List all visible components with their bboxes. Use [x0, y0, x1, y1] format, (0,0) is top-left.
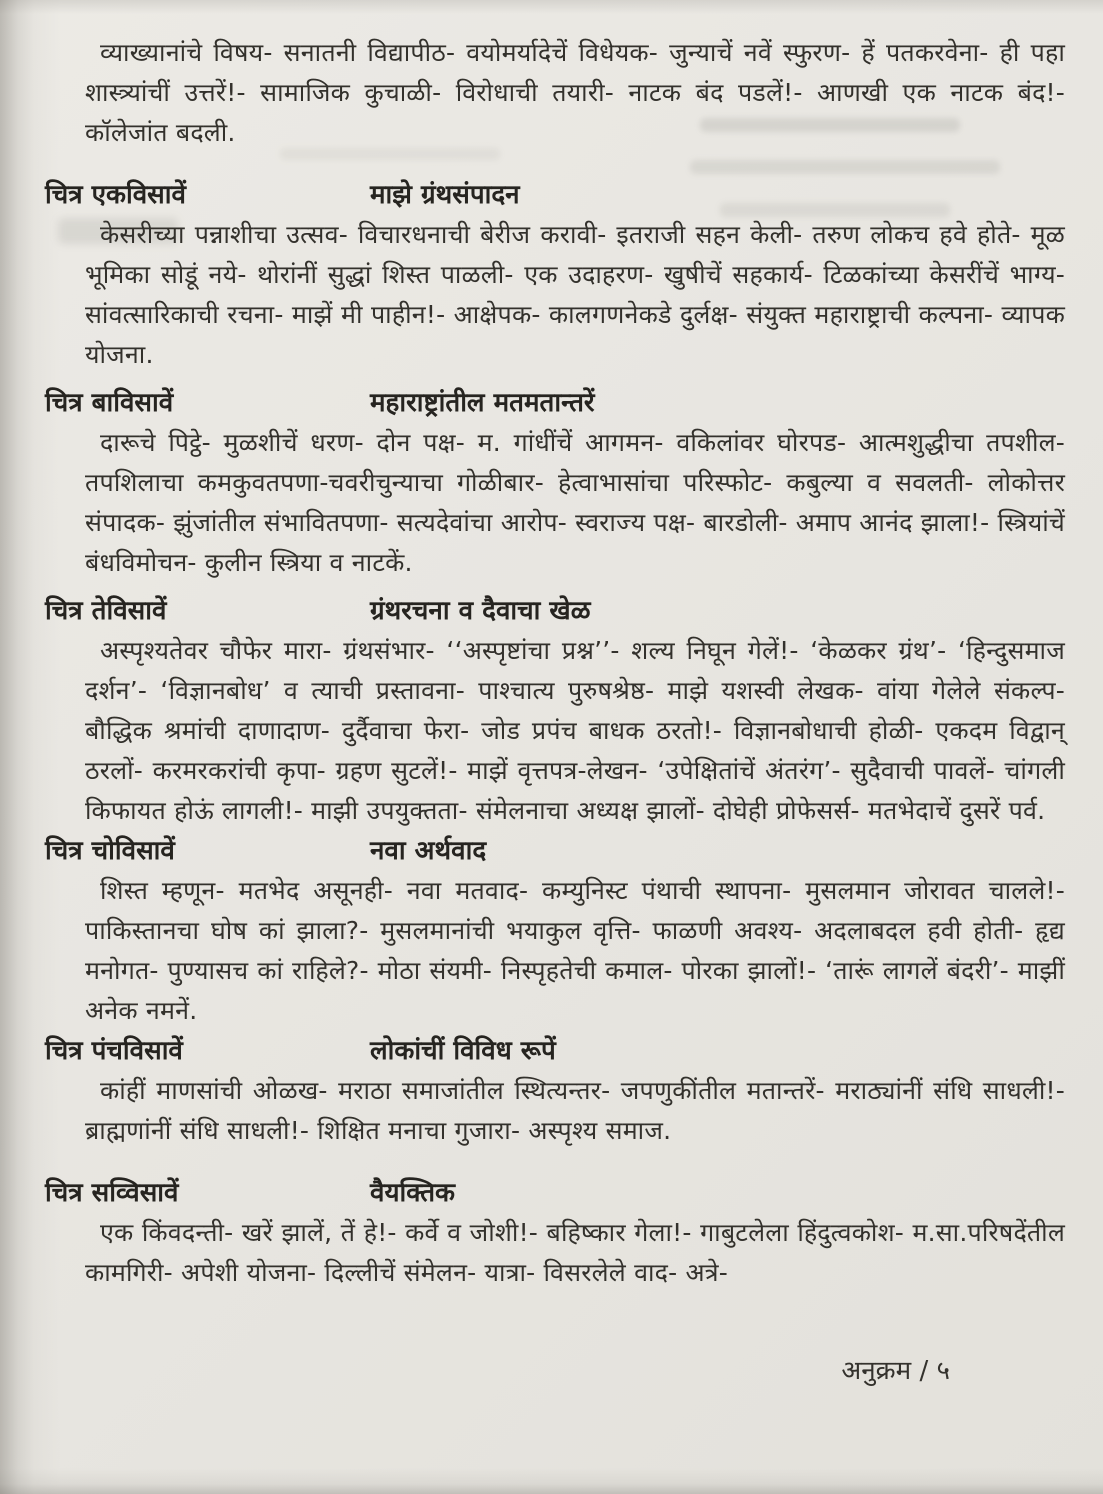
chapter-summary: अस्पृश्यतेवर चौफेर मारा- ग्रंथसंभार- ‘‘अस्पृष्टांचा प्रश्न’’- शल्य निघून गेलें!- ‘केळकर ग्रंथ’- ‘हिन्दुसमाज दर्शन’- ‘विज्ञानबोध’ व त्याची प्रस्तावना- पाश्चात्य पुरुषश्रेष्ठ- माझे यशस्वी लेखक- वांया गेलेले संकल्प- बौद्धिक श्रमांची दाणादाण- दुर्दैवाचा फेरा- जोड प्रपंच बाधक ठरतो!- विज्ञानबोधाची होळी- एकदम विद्वान् ठरलों- करमरकरांची कृपा- ग्रहण सुटलें!- माझें वृत्तपत्र-लेखन- ‘उपेक्षितांचें अंतरंग’- सुदैवाची पावलें- चांगली किफायत होऊं लागली!- माझी उपयुक्तता- संमेलनाचा अध्यक्ष झालों- दोघेही प्रोफेसर्स- मतभेदाचें दुसरें पर्व. — [85, 636, 1065, 825]
chapter-label: चित्र पंचविसावें — [45, 1036, 183, 1066]
toc-section-24 — [45, 831, 1065, 1031]
chapter-summary: शिस्त म्हणून- मतभेद असूनही- नवा मतवाद- कम्युनिस्ट पंथाची स्थापना- मुसलमान जोरावत चालले!- पाकिस्तानचा घोष कां झाला?- मुसलमानांची भयाकुल वृत्ति- फाळणी अवश्य- अदलाबदल हवी होती- हृद्य मनोगत- पुण्यासच कां राहिले?- मोठा संयमी- निस्पृहतेची कमाल- पोरका झालों!- ‘तारूं लागलें बंदरी’- माझीं अनेक नमनें. — [85, 876, 1065, 1025]
chapter-label: चित्र सव्विसावें — [45, 1178, 179, 1208]
chapter-label: चित्र एकविसावें — [45, 180, 186, 210]
chapter-title: महाराष्ट्रांतील मतमतान्तरें — [370, 388, 595, 418]
toc-section-26 — [45, 1173, 1065, 1293]
section-heading — [45, 383, 1065, 423]
toc-section-23 — [45, 591, 1065, 831]
chapter-summary: एक किंवदन्ती- खरें झालें, तें हे!- कर्वे व जोशी!- बहिष्कार गेला!- गाबुटलेला हिंदुत्वकोश- म.सा.परिषदेंतील कामगिरी- अपेशी योजना- दिल्लीचें संमेलन- यात्रा- विसरलेले वाद- अत्रे- — [85, 1218, 1065, 1287]
chapter-title: वैयक्तिक — [370, 1178, 455, 1208]
page-footer: अनुक्रम / ५ — [841, 1356, 950, 1386]
chapter-title: ग्रंथरचना व दैवाचा खेळ — [370, 596, 591, 626]
chapter-title: लोकांचीं विविध रूपें — [370, 1036, 556, 1066]
chapter-summary: दारूचे पिट्ठे- मुळशीचें धरण- दोन पक्ष- म. गांधींचें आगमन- वकिलांवर घोरपड- आत्मशुद्धीचा तपशील- तपशिलाचा कमकुवतपणा-चवरीचुन्याचा गोळीबार- हेत्वाभासांचा परिस्फोट- कबुल्या व सवलती- लोकोत्तर संपादक- झुंजांतील संभावितपणा- सत्यदेवांचा आरोप- स्वराज्य पक्ष- बारडोली- अमाप आनंद झाला!- स्त्रियांचें बंधविमोचन- कुलीन स्त्रिया व नाटकें. — [85, 428, 1065, 577]
page-content — [45, 33, 1065, 1391]
chapter-summary: केसरीच्या पन्नाशीचा उत्सव- विचारधनाची बेरीज करावी- इतराजी सहन केली- तरुण लोकच हवे होते- मूळ भूमिका सोडूं नये- थोरांनीं सुद्धां शिस्त पाळली- एक उदाहरण- खुषीचें सहकार्य- टिळकांच्या केसरींचें भाग्य- सांवत्सारिकाची रचना- माझें मी पाहीन!- आक्षेपक- कालगणनेकडे दुर्लक्ष- संयुक्त महाराष्ट्राची कल्पना- व्यापक योजना. — [85, 220, 1065, 369]
chapter-title: नवा अर्थवाद — [370, 836, 487, 866]
section-heading — [45, 831, 1065, 871]
section-heading — [45, 175, 1065, 215]
chapter-title: माझे ग्रंथसंपादन — [370, 180, 520, 210]
toc-section-22 — [45, 383, 1065, 583]
toc-section-21 — [45, 175, 1065, 375]
section-heading — [45, 1031, 1065, 1071]
section-heading — [45, 1173, 1065, 1213]
chapter-summary: कांहीं माणसांची ओळख- मराठा समाजांतील स्थित्यन्तर- जपणुकींतील मतान्तरें- मराठ्यांनीं संधि साधली!- ब्राह्मणांनीं संधि साधली!- शिक्षित मनाचा गुजारा- अस्पृश्य समाज. — [85, 1076, 1065, 1145]
chapter-label: चित्र बाविसावें — [45, 388, 174, 418]
section-heading — [45, 591, 1065, 631]
intro-continuation-paragraph: व्याख्यानांचे विषय- सनातनी विद्यापीठ- वयोमर्यादेचें विधेयक- जुन्याचें नवें स्फुरण- हें पतकरवेना- ही पहा शास्त्र्यांचीं उत्तरें!- सामाजिक कुचाळी- विरोधाची तयारी- नाटक बंद पडलें!- आणखी एक नाटक बंद!- कॉलेजांत बदली. — [85, 38, 1065, 147]
toc-section-25 — [45, 1031, 1065, 1151]
chapter-label: चित्र तेविसावें — [45, 596, 167, 626]
chapter-label: चित्र चोविसावें — [45, 836, 175, 866]
